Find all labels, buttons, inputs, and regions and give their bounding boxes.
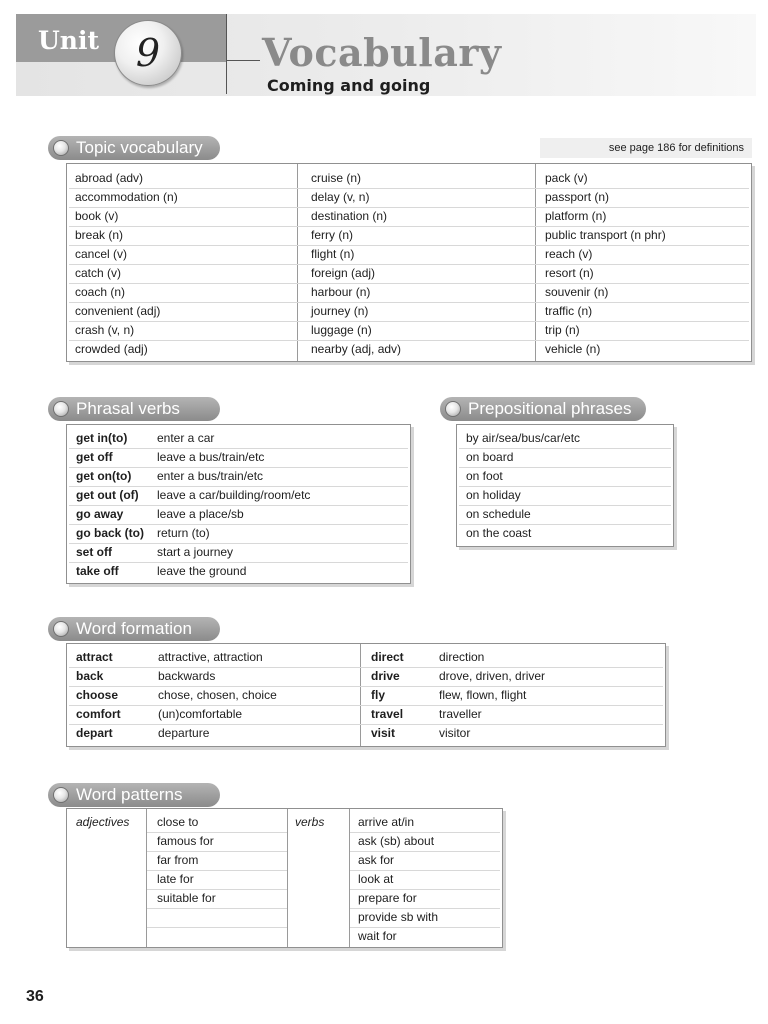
derived-forms: chose, chosen, choice [158,688,277,702]
word-patterns-heading: Word patterns [48,783,220,807]
verb-pattern: provide sb with [358,910,439,924]
page-number: 36 [26,988,44,1005]
vocabulary-word: cruise (n) [311,171,362,185]
vocabulary-word: accommodation (n) [75,190,178,204]
column-divider [287,809,288,947]
derived-forms: attractive, attraction [158,650,263,664]
base-word: attract [76,650,113,664]
base-word: travel [371,707,404,721]
base-word: comfort [76,707,121,721]
vocabulary-word: trip (n) [545,323,580,337]
vocabulary-word: abroad (adv) [75,171,144,185]
vocabulary-word: nearby (adj, adv) [311,342,402,356]
row-rule [69,321,749,322]
phrasal-verb-meaning: leave a place/sb [157,507,244,521]
vocabulary-word: crowded (adj) [75,342,148,356]
prepositional-phrases-list [456,424,674,547]
vocabulary-word: vehicle (n) [545,342,601,356]
phrasal-verbs-table [66,424,411,584]
base-word: drive [371,669,400,683]
vocabulary-word: souvenir (n) [545,285,609,299]
base-word: visit [371,726,396,740]
word-formation-table [66,643,666,747]
vocabulary-word: harbour (n) [311,285,371,299]
vocabulary-word: break (n) [75,228,124,242]
phrasal-verb-meaning: return (to) [157,526,210,540]
vocabulary-word: book (v) [75,209,119,223]
row-rule [69,283,749,284]
derived-forms: traveller [439,707,482,721]
vocabulary-word: resort (n) [545,266,594,280]
adjective-pattern: far from [157,853,199,867]
verb-pattern: ask for [358,853,395,867]
vocabulary-word: pack (v) [545,171,588,185]
topic-vocabulary-table [66,163,752,362]
verbs-label: verbs [295,815,325,829]
prepositional-phrase: on board [466,450,514,464]
row-rule [147,927,287,928]
base-word: back [76,669,104,683]
derived-forms: (un)comfortable [158,707,243,721]
derived-forms: departure [158,726,210,740]
vocabulary-word: convenient (adj) [75,304,161,318]
unit-label: Unit [38,26,100,55]
vocabulary-word: luggage (n) [311,323,372,337]
word-formation-heading: Word formation [48,617,220,641]
phrasal-verb-meaning: enter a car [157,431,215,445]
phrasal-verb-meaning: leave the ground [157,564,247,578]
header-divider [226,14,227,94]
phrasal-verb: take off [76,564,119,578]
prepositional-phrase: on foot [466,469,503,483]
phrasal-verb: go away [76,507,124,521]
prepositional-phrase: by air/sea/bus/car/etc [466,431,581,445]
row-rule [69,264,749,265]
vocabulary-word: foreign (adj) [311,266,376,280]
prepositional-phrase: on the coast [466,526,532,540]
adjective-pattern: famous for [157,834,214,848]
row-rule [69,207,749,208]
phrasal-verb: get off [76,450,113,464]
derived-forms: drove, driven, driver [439,669,546,683]
bullet-icon [53,140,69,156]
row-rule [69,543,408,544]
phrasal-verb-meaning: start a journey [157,545,234,559]
word-patterns-table [66,808,503,948]
topic-vocabulary-heading: Topic vocabulary [48,136,220,160]
column-divider [535,164,536,361]
phrasal-verb: get out (of) [76,488,139,502]
phrasal-verb: get in(to) [76,431,128,445]
verb-pattern: wait for [358,929,397,943]
adjective-pattern: suitable for [157,891,216,905]
row-rule [69,340,749,341]
vocabulary-word: platform (n) [545,209,607,223]
prepositional-phrase: on holiday [466,488,521,502]
phrasal-verb: set off [76,545,112,559]
vocabulary-word: coach (n) [75,285,126,299]
verb-pattern: look at [358,872,394,886]
phrasal-verb-meaning: enter a bus/train/etc [157,469,264,483]
adjective-pattern: late for [157,872,194,886]
adjective-pattern: close to [157,815,199,829]
vocabulary-word: reach (v) [545,247,593,261]
page-title: Vocabulary [262,30,502,75]
derived-forms: visitor [439,726,471,740]
vocabulary-word: journey (n) [311,304,369,318]
verb-pattern: arrive at/in [358,815,415,829]
base-word: fly [371,688,386,702]
unit-number: 9 [135,31,161,75]
phrasal-verb: go back (to) [76,526,144,540]
row-rule [69,302,749,303]
column-divider [297,164,298,361]
phrasal-verb-meaning: leave a car/building/room/etc [157,488,311,502]
row-rule [147,908,287,909]
vocabulary-word: public transport (n phr) [545,228,666,242]
base-word: direct [371,650,404,664]
vocabulary-word: delay (v, n) [311,190,370,204]
vocabulary-word: destination (n) [311,209,388,223]
phrasal-verb: get on(to) [76,469,132,483]
verb-pattern: prepare for [358,891,417,905]
phrasal-verb-meaning: leave a bus/train/etc [157,450,265,464]
vocabulary-word: cancel (v) [75,247,128,261]
vocabulary-word: catch (v) [75,266,122,280]
base-word: depart [76,726,113,740]
phrasal-verbs-heading: Phrasal verbs [48,397,220,421]
bullet-icon [53,787,69,803]
prepositional-phrases-heading: Prepositional phrases [440,397,646,421]
verb-pattern: ask (sb) about [358,834,435,848]
vocabulary-word: passport (n) [545,190,610,204]
derived-forms: backwards [158,669,216,683]
row-rule [69,245,749,246]
vocabulary-word: traffic (n) [545,304,593,318]
prepositional-phrase: on schedule [466,507,531,521]
vocabulary-word: crash (v, n) [75,323,135,337]
derived-forms: flew, flown, flight [439,688,527,702]
unit-number-badge [114,20,182,86]
bullet-icon [445,401,461,417]
definitions-note: see page 186 for definitions [540,138,752,158]
page-subtitle: Coming and going [267,76,431,95]
derived-forms: direction [439,650,485,664]
bullet-icon [53,621,69,637]
base-word: choose [76,688,119,702]
header-rule [226,60,260,61]
vocabulary-word: flight (n) [311,247,355,261]
column-divider [360,644,361,746]
adjectives-label: adjectives [76,815,130,829]
bullet-icon [53,401,69,417]
vocabulary-word: ferry (n) [311,228,353,242]
